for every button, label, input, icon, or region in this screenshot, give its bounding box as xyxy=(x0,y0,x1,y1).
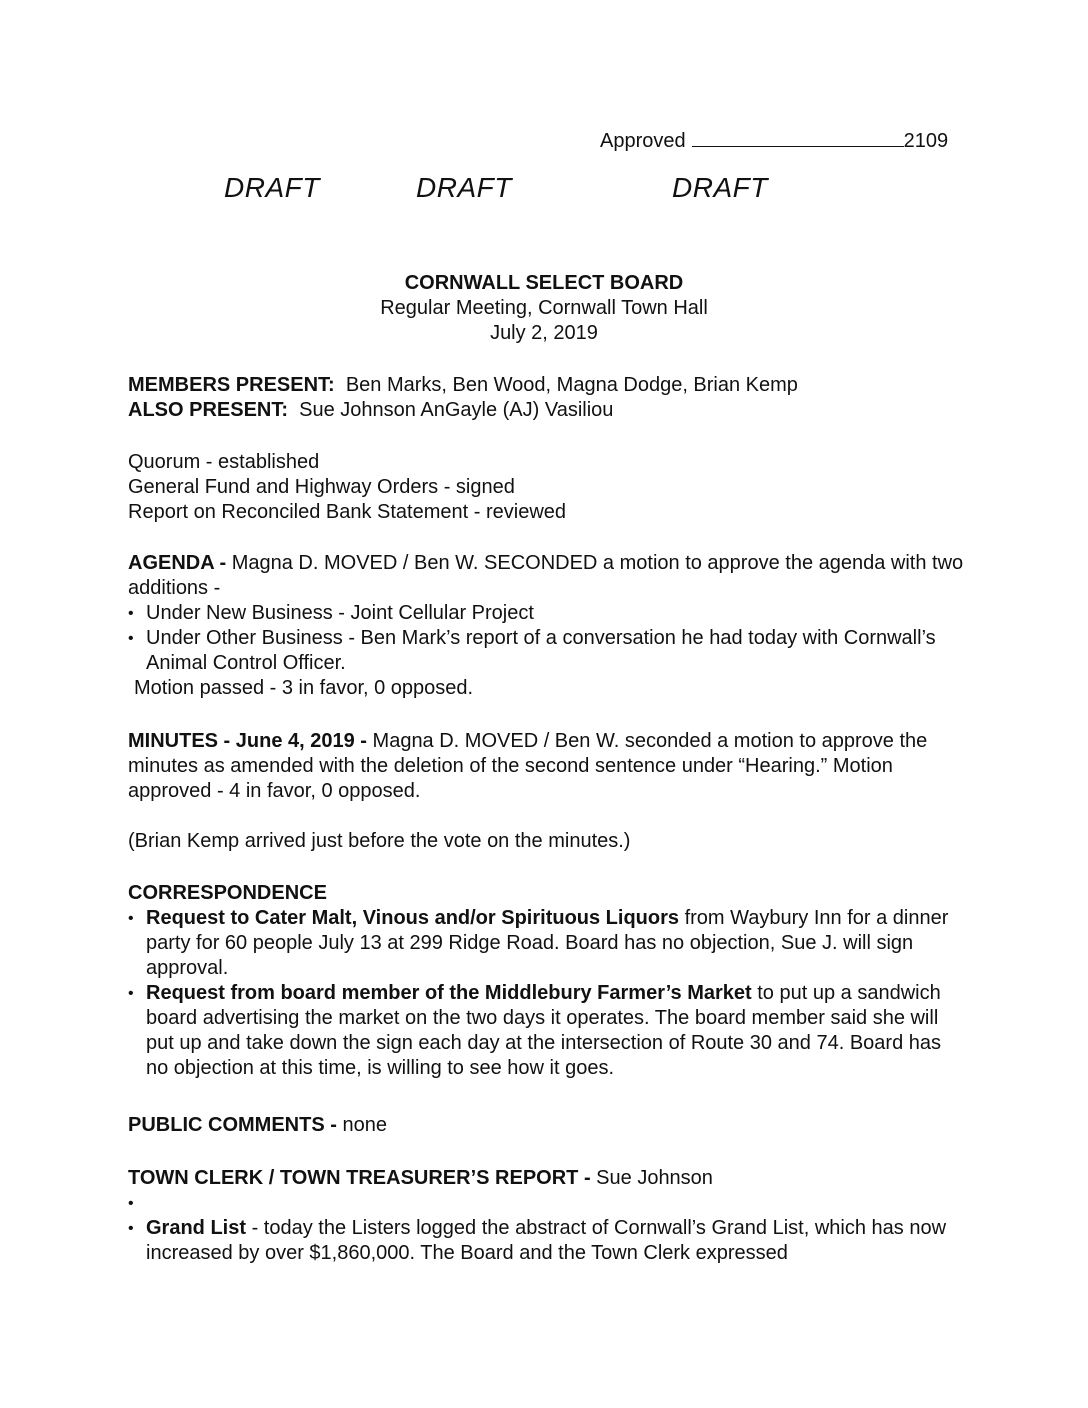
correspondence-item xyxy=(128,981,968,1081)
minutes-text: Magna D. MOVED / Ben W. seconded a motion to approve the minutes as amended with the deletion of the second sentence under “Hearing.” Motion approved - 4 in favor, 0 opposed. xyxy=(128,730,928,802)
meeting-date: July 2, 2019 xyxy=(490,322,598,344)
meeting-title: Regular Meeting, Cornwall Town Hall xyxy=(380,297,708,319)
draft-mark-2: DRAFT xyxy=(416,172,512,203)
approval-line xyxy=(600,128,948,153)
agenda-section xyxy=(128,551,968,701)
status-section xyxy=(128,450,968,525)
agenda-label: AGENDA - xyxy=(128,552,227,574)
approval-signature-line xyxy=(692,128,904,147)
draft-mark-3: DRAFT xyxy=(672,172,768,203)
public-comments-label: PUBLIC COMMENTS - xyxy=(128,1114,337,1136)
approved-suffix: 2109 xyxy=(903,130,949,152)
grand-list-label: Grand List xyxy=(146,1217,247,1239)
clerk-report-empty-item xyxy=(128,1191,968,1216)
minutes-label: MINUTES - June 4, 2019 - xyxy=(128,730,367,752)
correspondence-section xyxy=(128,881,968,1081)
clerk-report-item xyxy=(128,1216,968,1266)
correspondence-item-text: to put up a sandwich board advertising the market on the two days it operates. The board member said she will put up and take down the sign each day at the intersection of Route 30 and 74. Board has no objection at this time, is willing to see how it goes. xyxy=(146,982,941,1079)
also-present-list: Sue Johnson AnGayle (AJ) Vasiliou xyxy=(299,399,614,421)
status-line: Report on Reconciled Bank Statement - reviewed xyxy=(128,501,567,523)
minutes-section xyxy=(128,729,968,804)
clerk-report-list xyxy=(128,1191,968,1266)
also-present-label: ALSO PRESENT: xyxy=(128,399,289,421)
agenda-text: Magna D. MOVED / Ben W. SECONDED a motion to approve the agenda with two additions - xyxy=(128,552,964,599)
correspondence-item-title: Request from board member of the Middlebury Farmer’s Market xyxy=(146,982,752,1004)
public-comments-section xyxy=(128,1113,968,1138)
correspondence-item-title: Request to Cater Malt, Vinous and/or Spirituous Liquors xyxy=(146,907,680,929)
public-comments-text: none xyxy=(342,1114,387,1136)
correspondence-item-text: from Waybury Inn for a dinner party for 60 people July 13 at 299 Ridge Road. Board has no objection, Sue J. will sign approval. xyxy=(146,907,949,979)
clerk-report-text: Sue Johnson xyxy=(596,1167,713,1189)
members-label: MEMBERS PRESENT: xyxy=(128,374,335,396)
minutes-note: (Brian Kemp arrived just before the vote on the minutes.) xyxy=(128,830,631,852)
approved-label: Approved xyxy=(600,130,686,152)
agenda-item: • Under Other Business - Ben Mark’s report of a conversation he had today with Cornwall’s Animal Control Officer. xyxy=(128,626,968,676)
clerk-report-label: TOWN CLERK / TOWN TREASURER’S REPORT - xyxy=(128,1167,591,1189)
correspondence-list xyxy=(128,906,968,1081)
members-list: Ben Marks, Ben Wood, Magna Dodge, Brian Kemp xyxy=(345,374,798,396)
draft-mark-1: DRAFT xyxy=(224,172,320,203)
correspondence-label: CORRESPONDENCE xyxy=(128,882,327,904)
agenda-additions xyxy=(128,601,968,676)
agenda-result: Motion passed - 3 in favor, 0 opposed. xyxy=(134,677,474,699)
attendance-section xyxy=(128,373,968,423)
grand-list-text: - today the Listers logged the abstract of Cornwall’s Grand List, which has now increased by over $1,860,000. The Board and the Town Clerk expressed xyxy=(146,1217,947,1264)
clerk-report-section xyxy=(128,1166,968,1266)
correspondence-item xyxy=(128,906,968,981)
status-line: General Fund and Highway Orders - signed xyxy=(128,476,515,498)
agenda-item: • Under New Business - Joint Cellular Project xyxy=(128,601,968,626)
status-line: Quorum - established xyxy=(128,451,320,473)
board-title: CORNWALL SELECT BOARD xyxy=(404,272,684,294)
